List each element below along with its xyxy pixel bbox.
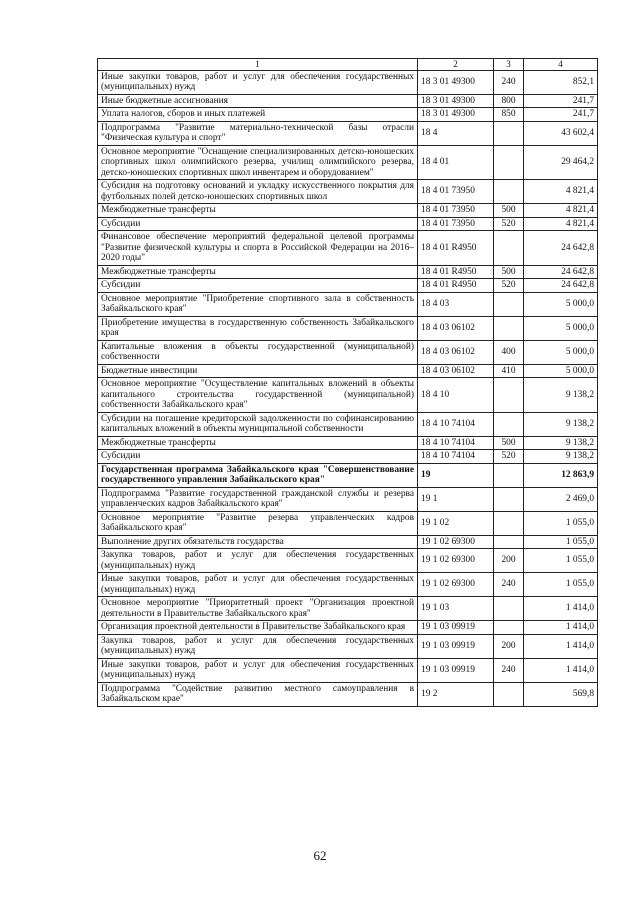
row-group: 410 [494,364,524,378]
row-name: Подпрограмма "Развитие государственной гражданской службы и резерва управленческих кадров Забайкальского края" [98,487,418,511]
row-group: 400 [494,340,524,364]
row-amount: 43 602,4 [524,121,598,145]
row-amount: 1 055,0 [524,535,598,549]
table-row [98,121,598,145]
row-code: 19 1 02 69300 [418,535,494,549]
row-name: Межбюджетные трансферты [98,204,418,218]
row-amount: 1 414,0 [524,634,598,658]
row-group: 200 [494,634,524,658]
row-amount: 29 464,2 [524,145,598,180]
row-name: Закупка товаров, работ и услуг для обеспечения государственных (муниципальных) нужд [98,549,418,573]
row-group: 800 [494,94,524,108]
row-code: 18 3 01 49300 [418,70,494,94]
table-row [98,549,598,573]
row-name: Основное мероприятие "Приоритетный проект "Организация проектной деятельности в Правительстве Забайкальского края" [98,597,418,621]
table-row [98,108,598,122]
row-name: Основное мероприятие "Развитие резерва управленческих кадров Забайкальского края" [98,511,418,535]
row-group: 500 [494,436,524,450]
row-code: 19 1 03 09919 [418,658,494,682]
row-name: Подпрограмма "Содействие развитию местного самоуправления в Забайкальском крае" [98,682,418,706]
row-group: 240 [494,70,524,94]
row-code: 18 4 01 R4950 [418,231,494,266]
row-group [494,535,524,549]
row-group [494,316,524,340]
row-group: 500 [494,204,524,218]
row-group: 520 [494,217,524,231]
row-group [494,463,524,487]
row-name: Межбюджетные трансферты [98,265,418,279]
row-amount: 1 055,0 [524,549,598,573]
row-group: 520 [494,279,524,293]
row-amount: 9 138,2 [524,436,598,450]
row-name: Основное мероприятие "Оснащение специализированных детско-юношеских спортивных школ олимпийского резерва, училищ олимпийского резерва, детско-юношеских спортивных школ инвентарем и оборудованием" [98,145,418,180]
row-code: 18 3 01 49300 [418,94,494,108]
row-amount: 5 000,0 [524,340,598,364]
column-number: 3 [494,59,524,71]
row-name: Субсидии на погашение кредиторской задолженности по софинансированию капитальных вложений в объекты муниципальной собственности [98,412,418,436]
row-code: 18 4 10 74104 [418,450,494,464]
row-code: 18 4 01 73950 [418,217,494,231]
table-row [98,292,598,316]
row-code: 19 1 02 69300 [418,573,494,597]
row-group [494,145,524,180]
table-body [98,59,598,707]
page-number: 62 [313,848,327,863]
row-name: Иные закупки товаров, работ и услуг для обеспечения государственных (муниципальных) нужд [98,658,418,682]
row-group [494,621,524,635]
table-row [98,621,598,635]
table-row [98,450,598,464]
row-amount: 1 414,0 [524,658,598,682]
row-name: Финансовое обеспечение мероприятий федеральной целевой программы "Развитие физической культуры и спорта в Российской Федерации на 2016–2020 годы" [98,231,418,266]
row-name: Государственная программа Забайкальского края "Совершенствование государственного управления Забайкальского края" [98,463,418,487]
table-row [98,279,598,293]
row-amount: 24 642,8 [524,279,598,293]
row-group [494,121,524,145]
row-name: Межбюджетные трансферты [98,436,418,450]
row-code: 18 4 01 [418,145,494,180]
row-code: 19 1 02 [418,511,494,535]
table-row [98,378,598,413]
table-row [98,634,598,658]
table-row [98,316,598,340]
row-amount: 24 642,8 [524,231,598,266]
column-number: 4 [524,59,598,71]
row-code: 18 3 01 49300 [418,108,494,122]
row-name: Уплата налогов, сборов и иных платежей [98,108,418,122]
table-row [98,70,598,94]
row-amount: 5 000,0 [524,316,598,340]
row-amount: 24 642,8 [524,265,598,279]
row-code: 18 4 03 06102 [418,340,494,364]
table-row [98,340,598,364]
row-name: Выполнение других обязательств государства [98,535,418,549]
row-amount: 1 055,0 [524,573,598,597]
table-row [98,535,598,549]
row-name: Субсидия на подготовку оснований и укладку искусственного покрытия для футбольных полей детско-юношеских спортивных школ [98,180,418,204]
row-code: 18 4 01 73950 [418,180,494,204]
table-row [98,145,598,180]
row-group: 520 [494,450,524,464]
row-amount: 4 821,4 [524,217,598,231]
row-amount: 2 469,0 [524,487,598,511]
row-code: 18 4 03 [418,292,494,316]
row-code: 19 2 [418,682,494,706]
row-name: Основное мероприятие "Приобретение спортивного зала в собственность Забайкальского края" [98,292,418,316]
row-code: 18 4 10 [418,378,494,413]
row-code: 18 4 03 06102 [418,364,494,378]
table-row [98,436,598,450]
row-name: Субсидии [98,279,418,293]
row-amount: 569,8 [524,682,598,706]
row-amount: 1 414,0 [524,621,598,635]
row-group [494,487,524,511]
row-amount: 1 055,0 [524,511,598,535]
row-code: 18 4 01 73950 [418,204,494,218]
row-name: Организация проектной деятельности в Правительстве Забайкальского края [98,621,418,635]
row-amount: 9 138,2 [524,450,598,464]
row-name: Бюджетные инвестиции [98,364,418,378]
row-group: 200 [494,549,524,573]
row-code: 19 1 03 09919 [418,621,494,635]
column-number: 2 [418,59,494,71]
table-row [98,682,598,706]
row-amount: 5 000,0 [524,292,598,316]
table-row [98,94,598,108]
row-name: Субсидии [98,217,418,231]
row-name: Подпрограмма "Развитие материально-технической базы отрасли "Физическая культура и спорт" [98,121,418,145]
row-amount: 4 821,4 [524,180,598,204]
row-name: Основное мероприятие "Осуществление капитальных вложений в объекты капитального строительства государственной (муниципальной) собственности Забайкальского края" [98,378,418,413]
table-row [98,204,598,218]
row-group [494,378,524,413]
row-code: 18 4 10 74104 [418,412,494,436]
row-group [494,292,524,316]
row-code: 18 4 01 R4950 [418,279,494,293]
row-amount: 5 000,0 [524,364,598,378]
table-row [98,511,598,535]
row-group: 240 [494,573,524,597]
table-row [98,180,598,204]
column-number: 1 [98,59,418,71]
table-row [98,597,598,621]
table-row [98,658,598,682]
table-row [98,412,598,436]
row-amount: 12 863,9 [524,463,598,487]
row-code: 19 [418,463,494,487]
row-code: 19 1 03 [418,597,494,621]
row-code: 18 4 10 74104 [418,436,494,450]
row-group [494,511,524,535]
row-code: 19 1 [418,487,494,511]
column-number-row [98,59,598,71]
table-row [98,487,598,511]
row-code: 18 4 03 06102 [418,316,494,340]
row-name: Субсидии [98,450,418,464]
table-row [98,217,598,231]
row-code: 18 4 [418,121,494,145]
row-amount: 241,7 [524,108,598,122]
row-group: 850 [494,108,524,122]
row-amount: 9 138,2 [524,378,598,413]
row-name: Иные бюджетные ассигнования [98,94,418,108]
row-code: 18 4 01 R4950 [418,265,494,279]
row-name: Иные закупки товаров, работ и услуг для обеспечения государственных (муниципальных) нужд [98,573,418,597]
row-name: Приобретение имущества в государственную собственность Забайкальского края [98,316,418,340]
row-name: Капитальные вложения в объекты государственной (муниципальной) собственности [98,340,418,364]
row-group [494,412,524,436]
table-row [98,463,598,487]
row-name: Иные закупки товаров, работ и услуг для обеспечения государственных (муниципальных) нужд [98,70,418,94]
row-amount: 4 821,4 [524,204,598,218]
table-row [98,231,598,266]
row-group [494,682,524,706]
budget-table [97,58,598,707]
row-name: Закупка товаров, работ и услуг для обеспечения государственных (муниципальных) нужд [98,634,418,658]
row-code: 19 1 03 09919 [418,634,494,658]
table-row [98,573,598,597]
row-group [494,597,524,621]
table-row [98,364,598,378]
row-code: 19 1 02 69300 [418,549,494,573]
row-group [494,180,524,204]
table-row [98,265,598,279]
row-amount: 241,7 [524,94,598,108]
row-group: 500 [494,265,524,279]
row-amount: 9 138,2 [524,412,598,436]
row-amount: 1 414,0 [524,597,598,621]
row-group [494,231,524,266]
row-amount: 852,1 [524,70,598,94]
row-group: 240 [494,658,524,682]
